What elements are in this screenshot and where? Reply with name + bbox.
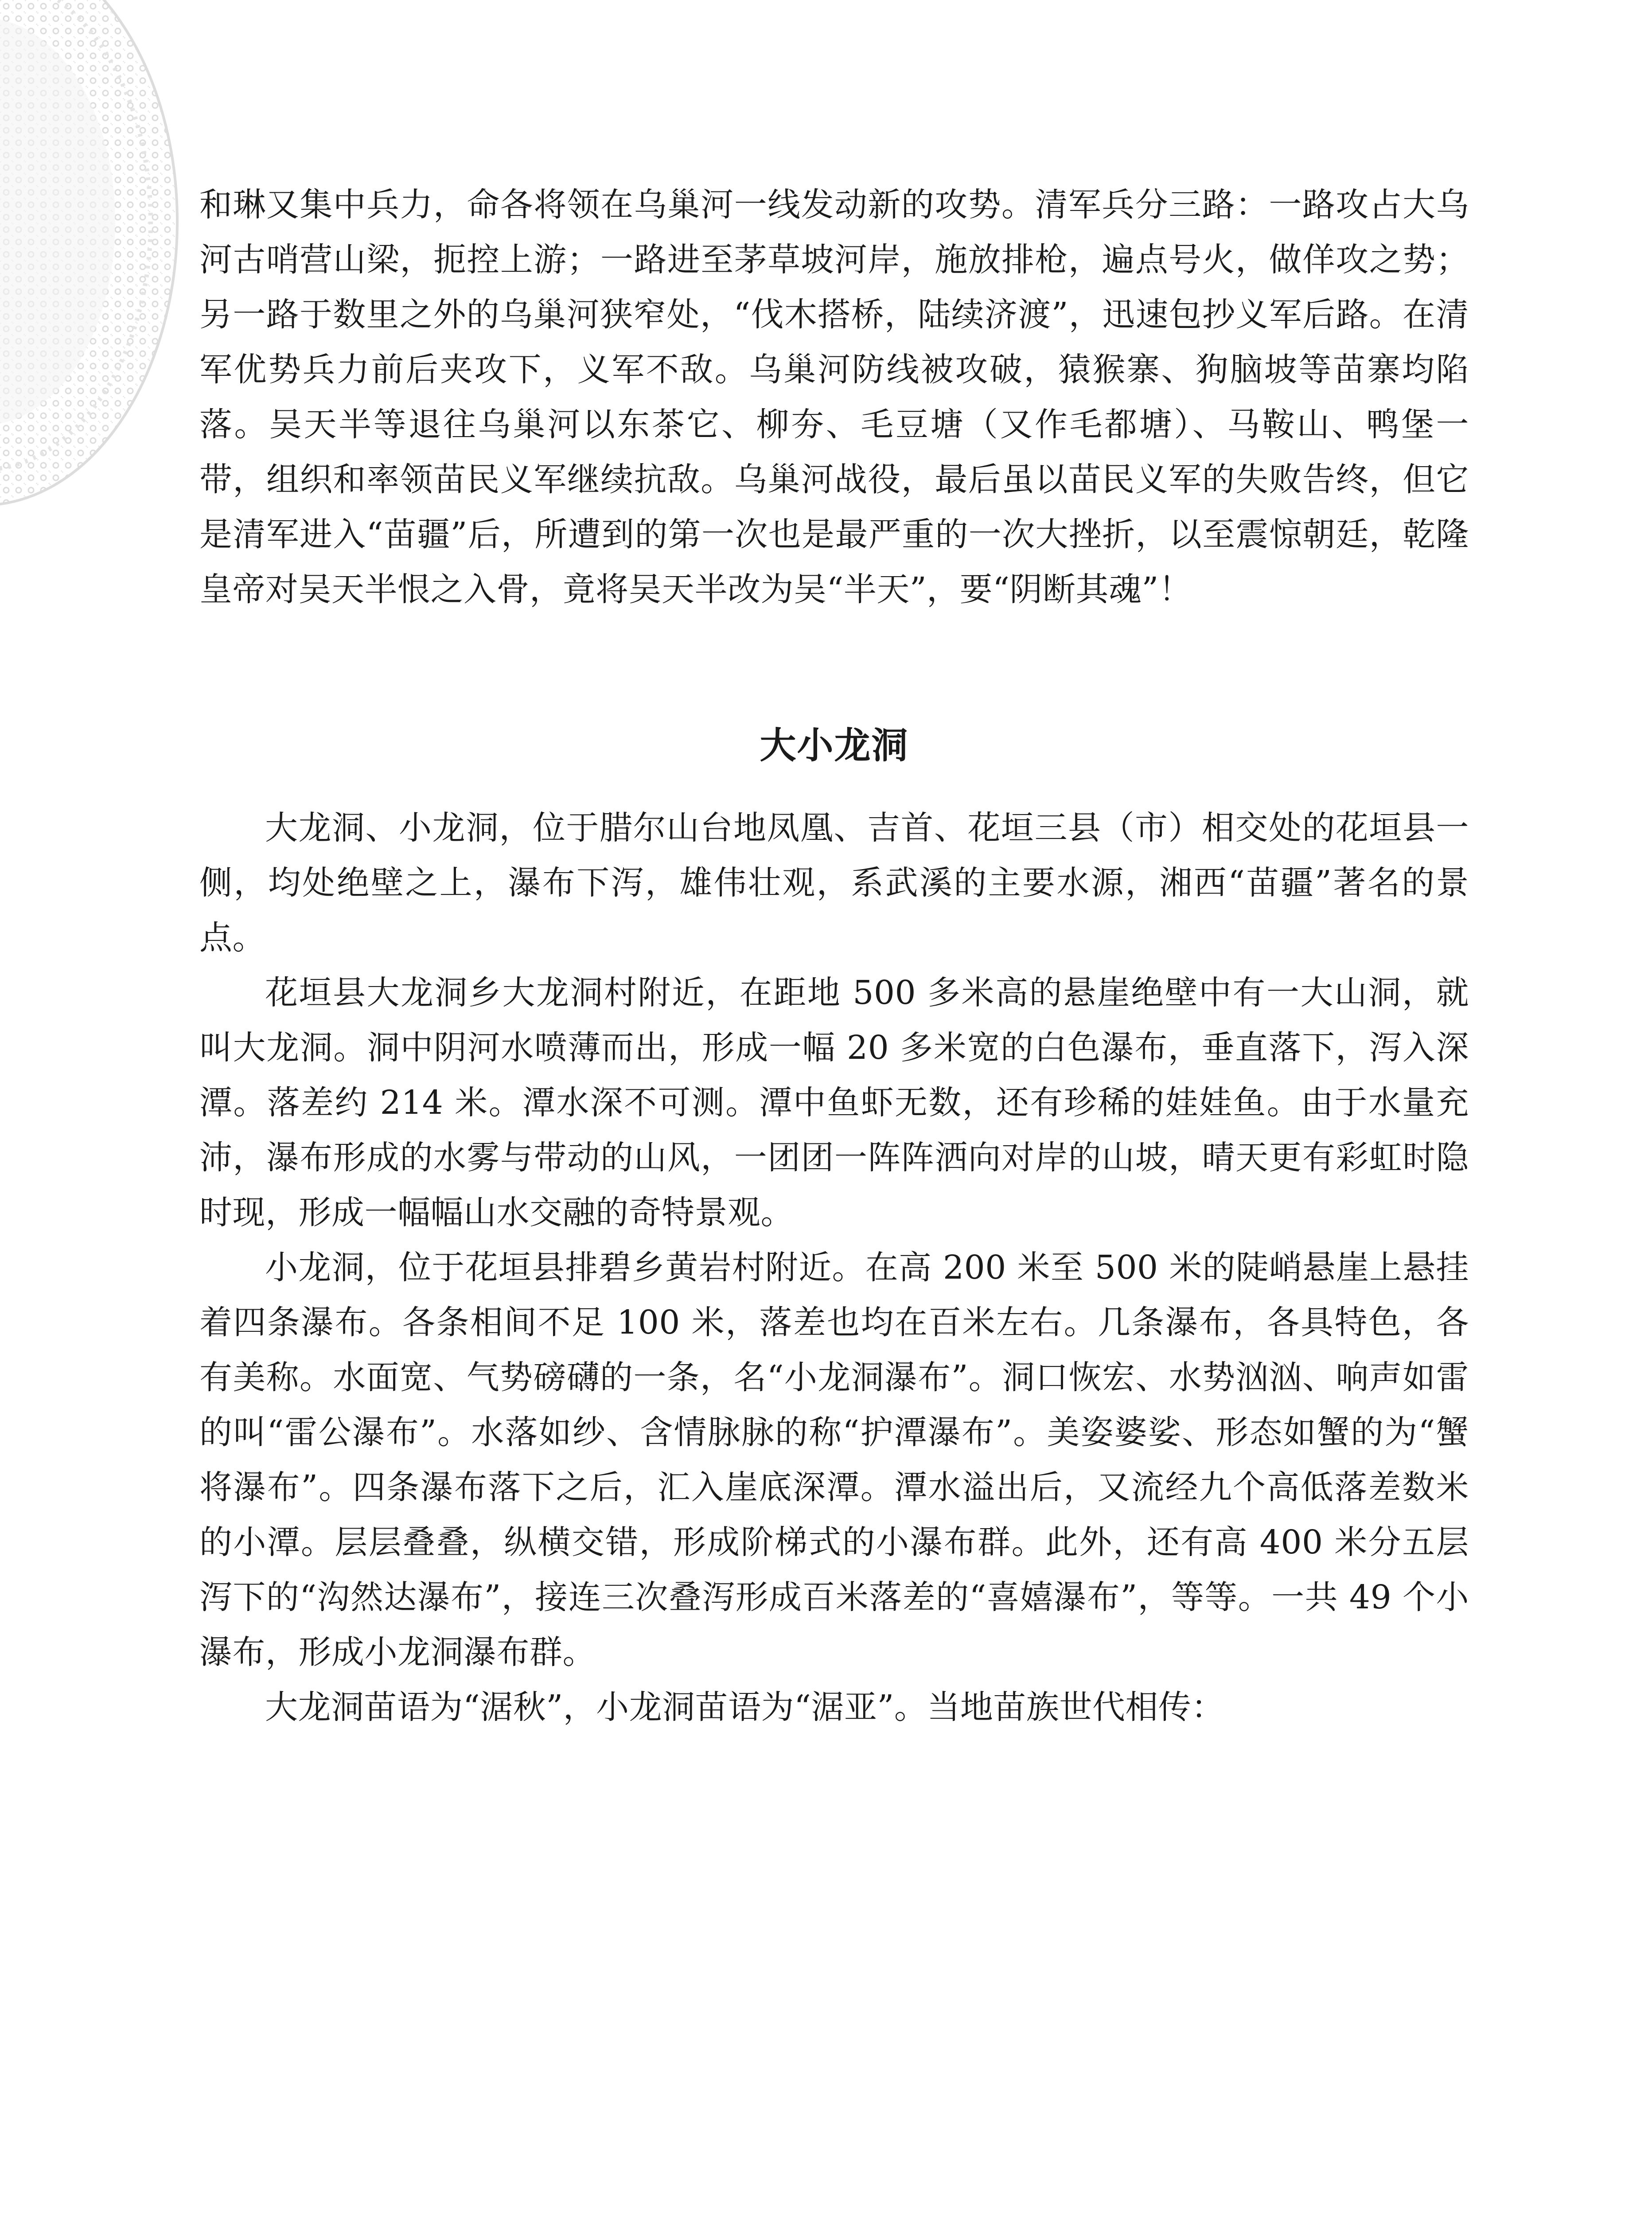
paragraph-continued: 和琳又集中兵力，命各将领在乌巢河一线发动新的攻势。清军兵分三路：一路攻占大乌河古哨营山梁，扼控上游；一路进至茅草坡河岸，施放排枪，遍点号火，做佯攻之势；另一路于数里之外的乌巢河狭窄处，“伐木搭桥，陆续济渡”，迅速包抄义军后路。在清军优势兵力前后夹攻下，义军不敌。乌巢河防线被攻破，猿猴寨、狗脑坡等苗寨均陷落。吴天半等退往乌巢河以东茶它、柳夯、毛豆塘（又作毛都塘）、马鞍山、鸭堡一带，组织和率领苗民义军继续抗敌。乌巢河战役，最后虽以苗民义军的失败告终，但它是清军进入“苗疆”后，所遭到的第一次也是最严重的一次大挫折，以至震惊朝廷，乾隆皇帝对吴天半恨之入骨，竟将吴天半改为吴“半天”，要“阴断其魂”！ bbox=[199, 186, 1469, 609]
paragraph: 小龙洞，位于花垣县排碧乡黄岩村附近。在高 200 米至 500 米的陡峭悬崖上悬挂着四条瀑布。各条相间不足 100 米，落差也均在百米左右。几条瀑布，各具特色，各有美称。水面宽、气势磅礴的一条，名“小龙洞瀑布”。洞口恢宏、水势汹汹、响声如雷的叫“雷公瀑布”。水落如纱、含情脉脉的称“护潭瀑布”。美姿婆娑、形态如蟹的为“蟹将瀑布”。四条瀑布落下之后，汇入崖底深潭。潭水溢出后，又流经九个高低落差数米的小潭。层层叠叠，纵横交错，形成阶梯式的小瀑布群。此外，还有高 400 米分五层泻下的“沟然达瀑布”，接连三次叠泻形成百米落差的“喜嬉瀑布”，等等。一共 49 个小瀑布，形成小龙洞瀑布群。 bbox=[199, 1248, 1469, 1671]
paragraph: 大龙洞、小龙洞，位于腊尔山台地凤凰、吉首、花垣三县（市）相交处的花垣县一侧，均处绝壁之上，瀑布下泻，雄伟壮观，系武溪的主要水源，湘西“苗疆”著名的景点。 bbox=[199, 809, 1469, 957]
corner-ornament bbox=[0, 0, 186, 514]
page-body bbox=[199, 177, 1469, 2216]
paragraph: 花垣县大龙洞乡大龙洞村附近，在距地 500 多米高的悬崖绝壁中有一大山洞，就叫大龙洞。洞中阴河水喷薄而出，形成一幅 20 多米宽的白色瀑布，垂直落下，泻入深潭。落差约 214 米。潭水深不可测。潭中鱼虾无数，还有珍稀的娃娃鱼。由于水量充沛，瀑布形成的水雾与带动的山风，一团团一阵阵洒向对岸的山坡，晴天更有彩虹时隐时现，形成一幅幅山水交融的奇特景观。 bbox=[199, 974, 1469, 1232]
paragraph: 大龙洞苗语为“涺秋”，小龙洞苗语为“涺亚”。当地苗族世代相传： bbox=[265, 1688, 1224, 1726]
section-title: 大小龙洞 bbox=[760, 725, 909, 767]
